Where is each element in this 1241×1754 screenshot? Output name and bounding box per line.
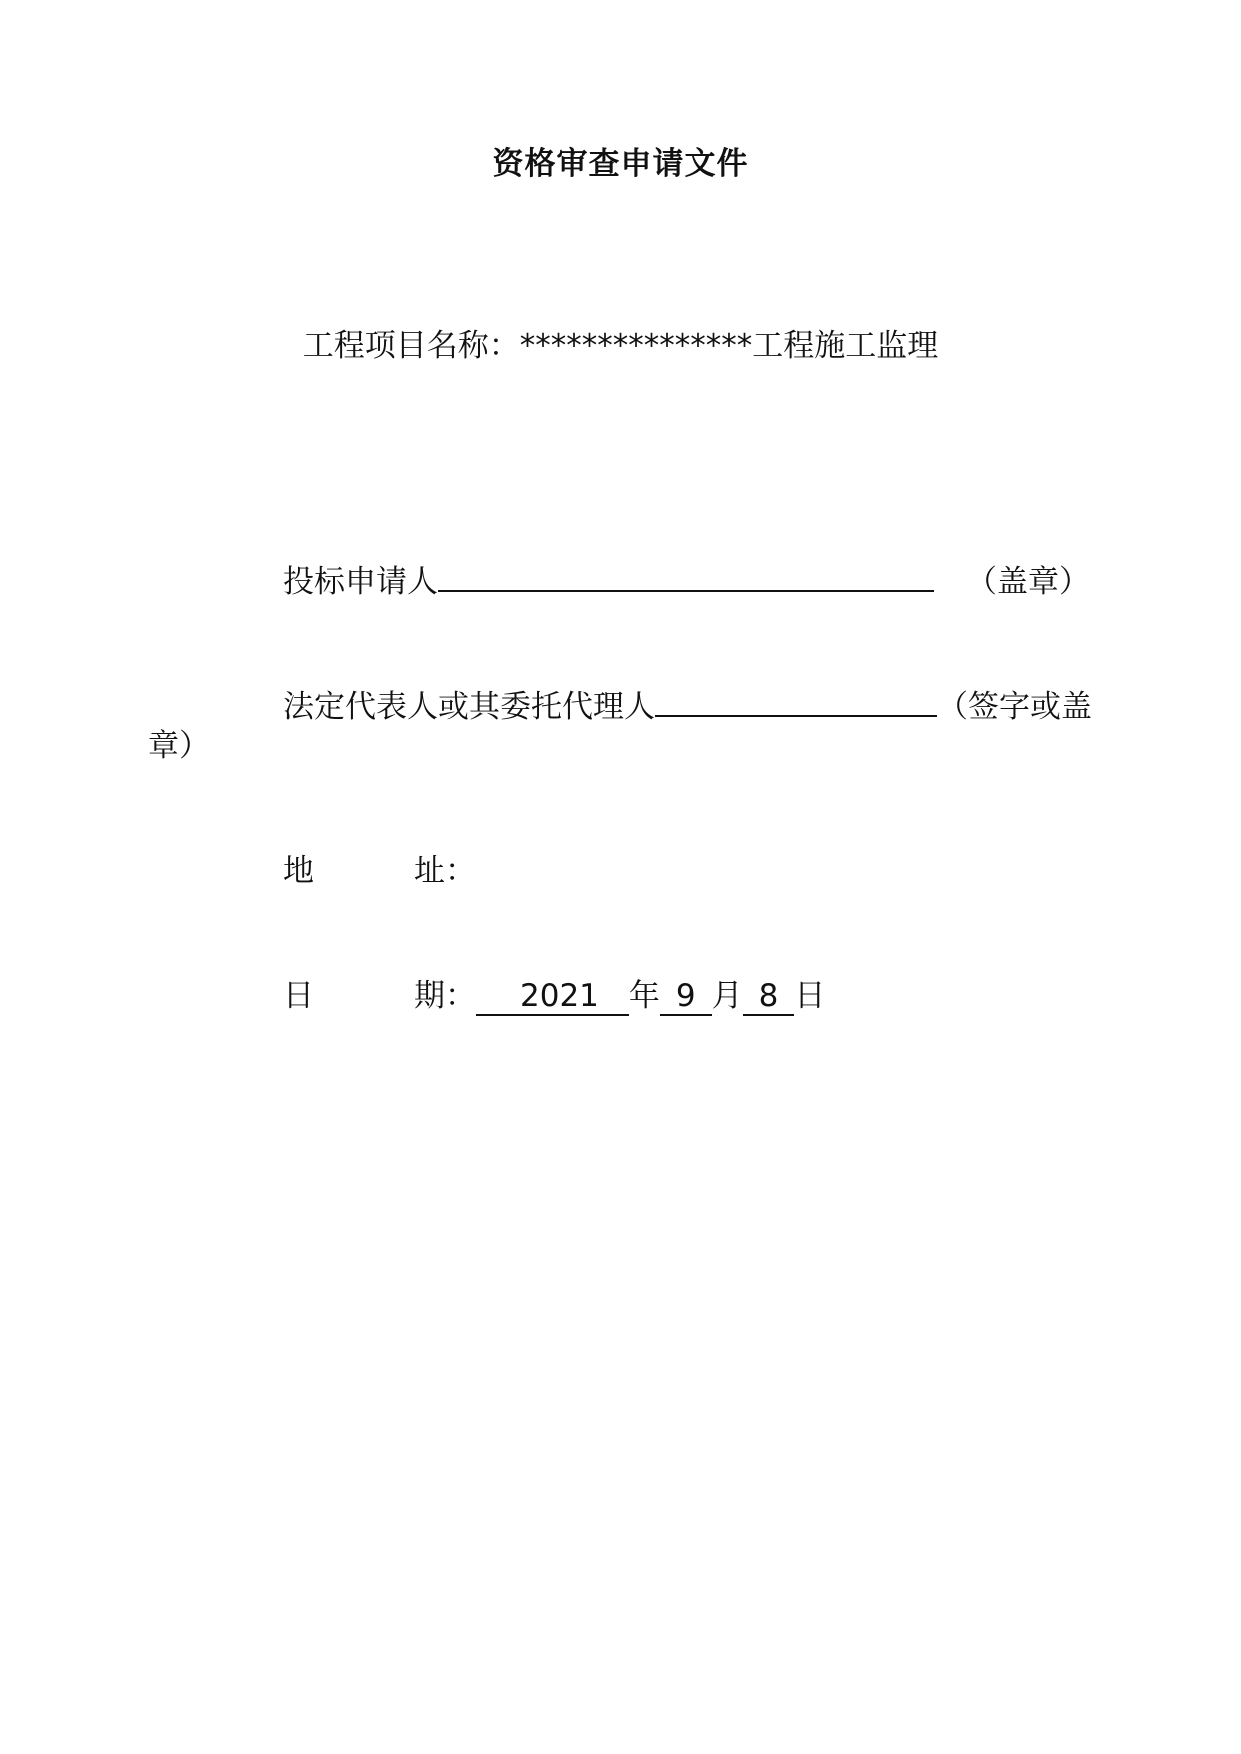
representative-row-continuation [148,725,210,767]
address-row [283,850,476,892]
date-month-unit: 月 [711,978,743,1014]
applicant-seal-note: （盖章） [966,564,1090,600]
applicant-row [283,560,1090,603]
representative-signature-line [655,685,937,717]
document-title: 资格审查申请文件 [492,146,749,182]
date-label-char2: 期： [414,978,476,1014]
project-name-value: ***************工程施工监理 [519,328,939,364]
representative-label: 法定代表人或其委托代理人 [283,689,655,725]
date-day: 8 [743,978,795,1016]
date-day-unit: 日 [794,978,826,1014]
representative-sign-note-cont: 章） [148,728,210,764]
representative-sign-note: （签字或盖 [937,689,1092,725]
address-label-char2: 址： [414,853,476,889]
applicant-signature-line [438,560,934,592]
project-name-line [0,320,1241,365]
project-name-label: 工程项目名称： [302,328,520,364]
date-year-unit: 年 [628,978,660,1014]
date-row [283,975,825,1017]
date-label-char1: 日 [283,978,314,1014]
date-year: 2021 [476,978,629,1016]
address-label-char1: 地 [283,853,314,889]
representative-row [283,685,1092,728]
applicant-label: 投标申请人 [283,564,438,600]
date-month: 9 [660,978,712,1016]
